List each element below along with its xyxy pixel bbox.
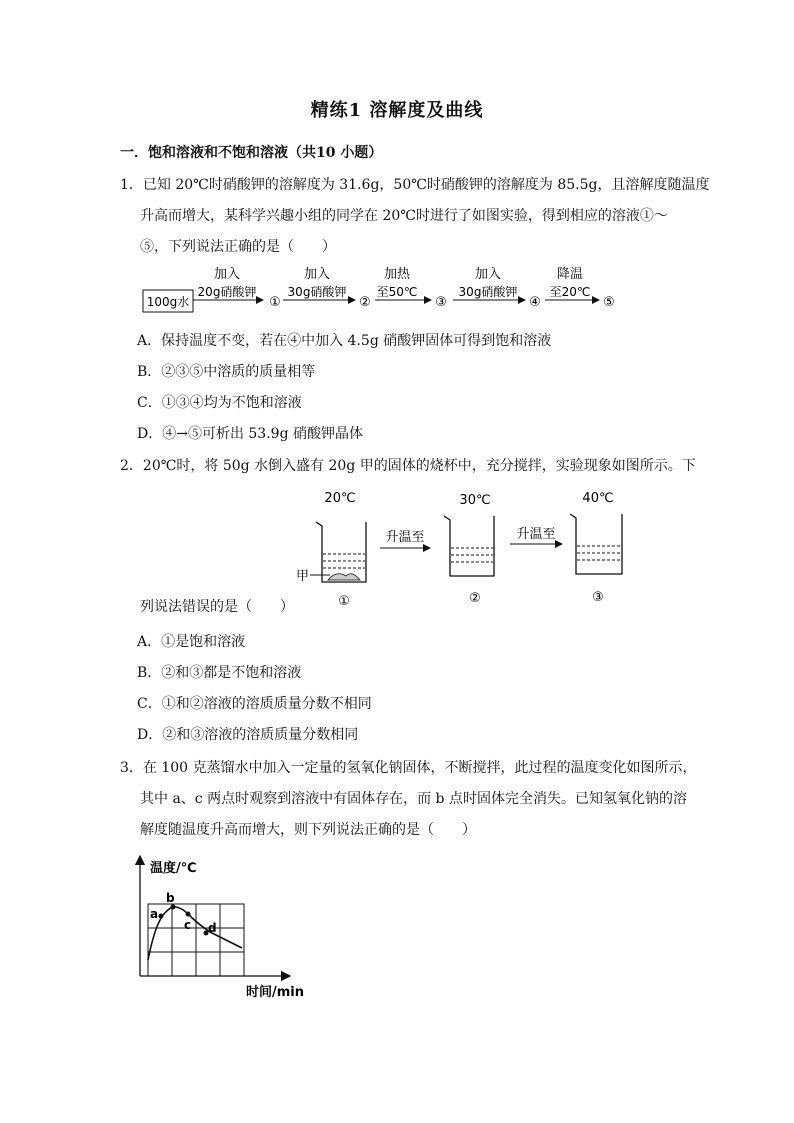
beaker-2 [444, 516, 494, 576]
arrow-label-2: 升温至 [516, 527, 556, 542]
step4-bottom: 30g硝酸钾 [458, 285, 518, 299]
step1-bottom: 20g硝酸钾 [197, 285, 257, 299]
step2-bottom: 30g硝酸钾 [287, 285, 347, 299]
q1-line2: 升高而增大，某科学兴趣小组的同学在 20℃时进行了如图实验，得到相应的溶液①～ [140, 208, 668, 224]
beaker-1 [316, 522, 366, 582]
step2-top: 加入 [303, 267, 331, 282]
temp-3: 40℃ [582, 491, 614, 506]
page-title: 精练1 溶解度及曲线 [310, 100, 484, 121]
q1-option-b: B．②③⑤中溶质的质量相等 [137, 364, 316, 380]
point-b [171, 905, 176, 910]
step5-bottom: 至20℃ [549, 285, 591, 299]
beaker-3 [570, 514, 622, 574]
start-label: 100g水 [146, 295, 190, 309]
y-axis-label: 温度/℃ [150, 861, 197, 876]
q2-option-b: B．②和③都是不饱和溶液 [137, 665, 302, 681]
section-heading: 一．饱和溶液和不饱和溶液（共10 小题） [120, 145, 383, 161]
q1-flow-diagram [135, 262, 635, 322]
solution-3: ③ [435, 295, 447, 310]
solution-2: ② [359, 295, 371, 310]
step5-top: 降温 [556, 267, 584, 282]
step1-top: 加入 [213, 267, 241, 282]
q2-line2: 列说法错误的是（ ） [140, 599, 294, 615]
step3-top: 加热 [383, 267, 411, 282]
x-axis-label: 时间/min [246, 985, 305, 1000]
q1-line1: 1．已知 20℃时硝酸钾的溶解度为 31.6g，50℃时硝酸钾的溶解度为 85.5g，且溶解度随温度 [120, 177, 710, 193]
q2-line1: 2．20℃时，将 50g 水倒入盛有 20g 甲的固体的烧杯中，充分搅拌，实验现象如图所示。下 [120, 458, 696, 474]
q3-line1: 3．在 100 克蒸馏水中加入一定量的氢氧化钠固体，不断搅拌，此过程的温度变化如图所示， [120, 760, 697, 776]
point-c [186, 912, 191, 917]
q3-line3: 解度随温度升高而增大，则下列说法正确的是（ ） [140, 822, 476, 838]
solid-label: 甲 [296, 569, 310, 584]
label-b: b [166, 891, 175, 905]
step4-top: 加入 [474, 267, 502, 282]
step3-bottom: 至50℃ [376, 285, 418, 299]
temp-1: 20℃ [324, 491, 356, 506]
q2-option-a: A．①是饱和溶液 [137, 634, 246, 650]
q3-line2: 其中 a、c 两点时观察到溶液中有固体存在，而 b 点时固体完全消失。已知氢氧化钠的溶 [140, 791, 687, 807]
beaker-number-1: ① [338, 594, 350, 608]
q1-option-d: D．④→⑤可析出 53.9g 硝酸钾晶体 [137, 426, 363, 442]
q2-option-d: D．②和③溶液的溶质质量分数相同 [137, 727, 359, 743]
solution-5: ⑤ [603, 295, 615, 310]
beaker-number-2: ② [469, 591, 481, 606]
solution-1: ① [269, 295, 281, 310]
beaker-number-3: ③ [592, 590, 604, 605]
label-c: c [184, 918, 192, 932]
arrow-label-1: 升温至 [385, 530, 425, 545]
temp-2: 30℃ [459, 493, 491, 508]
point-a [159, 914, 164, 919]
q1-option-c: C．①③④均为不饱和溶液 [137, 395, 302, 411]
label-a: a [150, 907, 159, 921]
undissolved-solid [328, 574, 360, 580]
q2-option-c: C．①和②溶液的溶质质量分数不相同 [137, 696, 372, 712]
q1-line3: ⑤，下列说法正确的是（ ） [140, 239, 336, 255]
q1-option-a: A．保持温度不变，若在④中加入 4.5g 硝酸钾固体可得到饱和溶液 [137, 333, 552, 349]
solution-4: ④ [529, 295, 541, 310]
q2-beaker-figure [290, 484, 630, 608]
label-d: d [208, 921, 217, 935]
q3-temperature-chart [128, 850, 328, 1000]
